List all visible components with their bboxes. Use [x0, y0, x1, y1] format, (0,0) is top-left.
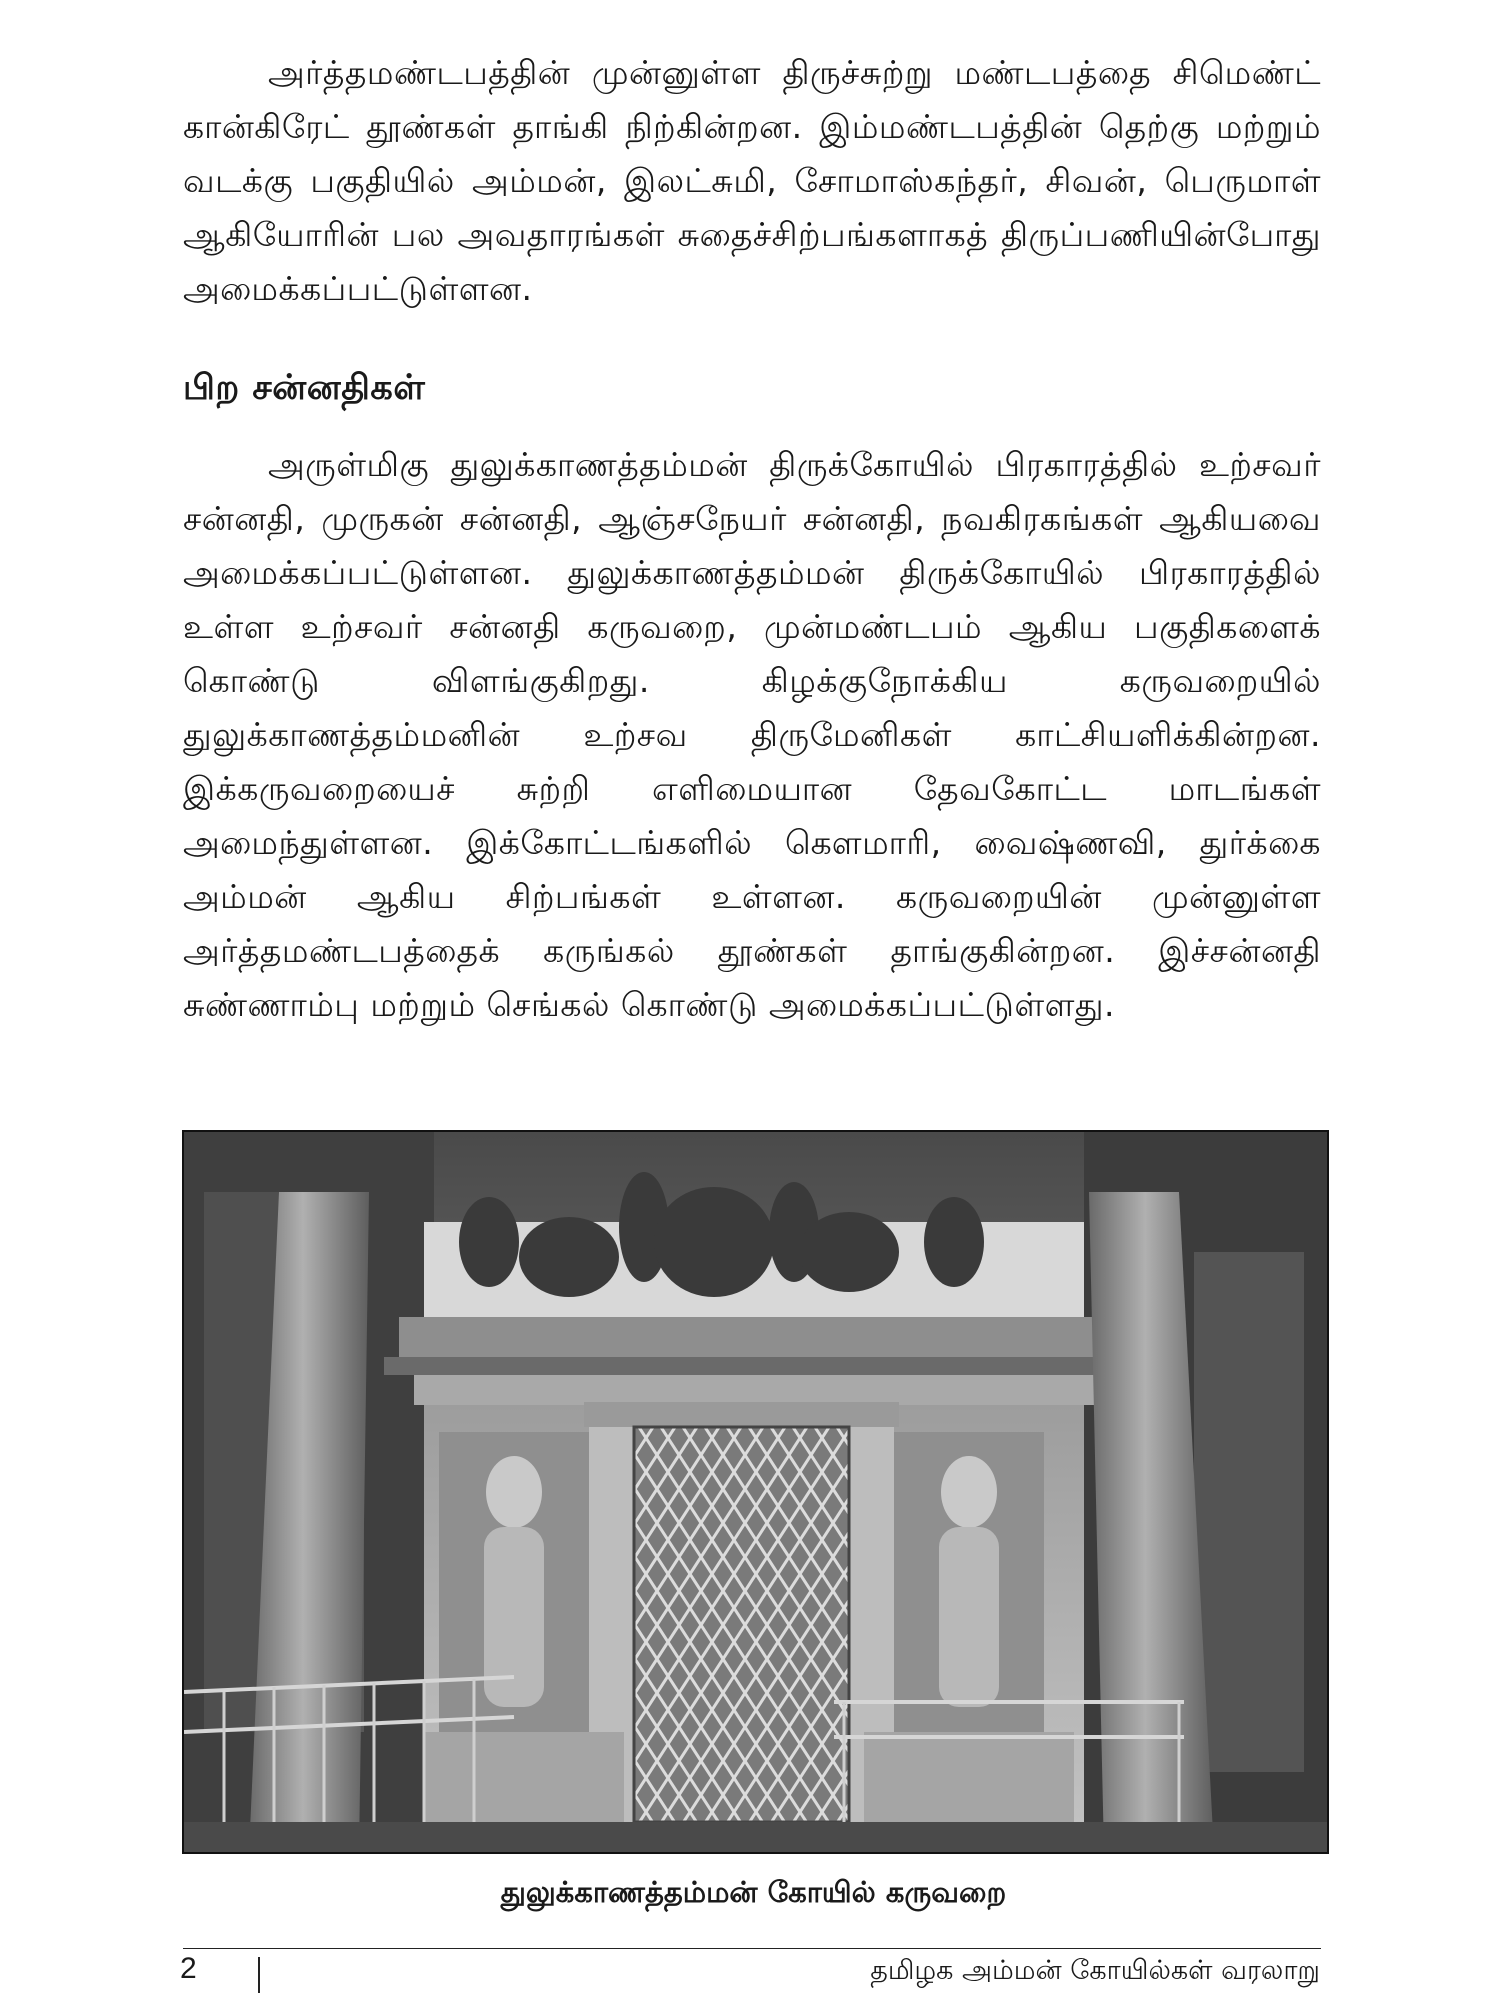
body-paragraph-2: அருள்மிகு துலுக்காணத்தம்மன் திருக்கோயில் பிரகாரத்தில் உற்சவர் சன்னதி, முருகன் சன்னதி, ஆஞ்சநேயர் சன்னதி, நவகிரகங்கள் ஆகியவை அமைக்கப்பட்டுள்ளன. துலுக்காணத்தம்மன் திருக்கோயில் பிரகாரத்தில் உள்ள உற்சவர் சன்னதி கருவறை, முன்மண்டபம் ஆகிய பகுதிகளைக் கொண்டு விளங்குகிறது. கிழக்குநோக்கிய கருவறையில் துலுக்காணத்தம்மனின் உற்சவ திருமேனிகள் காட்சியளிக்கின்றன. இக்கருவறையைச் சுற்றி எளிமையான தேவகோட்ட மாடங்கள் அமைந்துள்ளன. இக்கோட்டங்களில் கௌமாரி, வைஷ்ணவி, துர்க்கை அம்மன் ஆகிய சிற்பங்கள் உள்ளன. கருவறையின் முன்னுள்ள அர்த்தமண்டபத்தைக் கருங்கல் தூண்கள் தாங்குகின்றன. இச்சன்னதி சுண்ணாம்பு மற்றும் செங்கல் கொண்டு அமைக்கப்பட்டுள்ளது.	[183, 445, 1321, 1024]
body-paragraph-1: அர்த்தமண்டபத்தின் முன்னுள்ள திருச்சுற்று மண்டபத்தை சிமெண்ட் கான்கிரேட் தூண்கள் தாங்கி நிற்கின்றன. இம்மண்டபத்தின் தெற்கு மற்றும் வடக்கு பகுதியில் அம்மன், இலட்சுமி, சோமாஸ்கந்தர், சிவன், பெருமாள் ஆகியோரின் பல அவதாரங்கள் சுதைச்சிற்பங்களாகத் திருப்பணியின்போது அமைக்கப்பட்டுள்ளன.	[183, 53, 1321, 308]
footer-divider	[183, 1948, 1321, 1949]
section-heading: பிற சன்னதிகள்	[183, 368, 426, 408]
temple-sanctum-photo	[182, 1130, 1329, 1854]
footer-separator	[258, 1957, 260, 1993]
page-number: 2	[180, 1952, 197, 1985]
running-footer-title: தமிழக அம்மன் கோயில்கள் வரலாறு	[870, 1955, 1320, 1986]
photo-caption: துலுக்காணத்தம்மன் கோயில் கருவறை	[500, 1875, 1007, 1909]
